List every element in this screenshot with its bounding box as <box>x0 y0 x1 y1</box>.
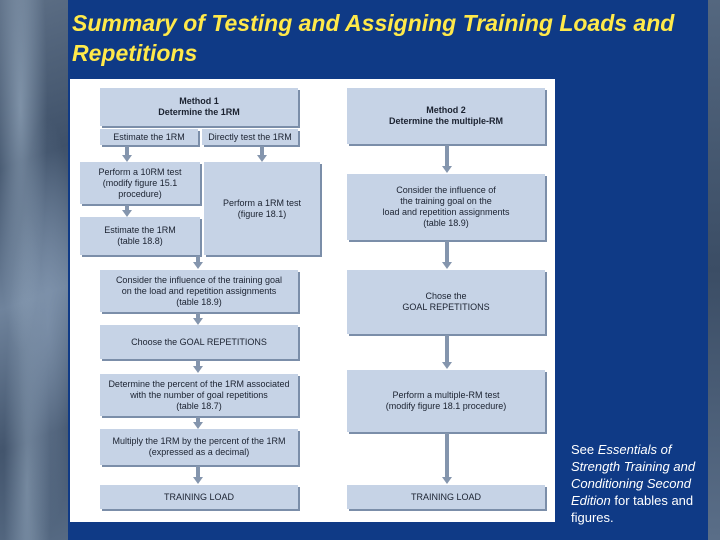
method1-determine-percent-box: Determine the percent of the 1RM associated with the number of goal repetitions (table 18.7) <box>100 374 298 416</box>
arrow-icon <box>257 146 267 162</box>
slide-title: Summary of Testing and Assigning Training Loads and Repetitions <box>72 10 675 66</box>
arrow-icon <box>442 145 452 173</box>
method1-consider-box: Consider the influence of the training goal on the load and repetition assignments (table 18.9) <box>100 270 298 312</box>
arrow-icon <box>193 417 203 429</box>
flowchart-figure <box>70 79 555 522</box>
note-suffix: for tables and figures. <box>571 493 694 525</box>
reference-note <box>571 441 716 526</box>
method2-perform-multi-rm-box: Perform a multiple-RM test (modify figure 18.1 procedure) <box>347 370 545 432</box>
arrow-icon <box>193 256 203 269</box>
method2-header: Method 2 Determine the multiple-RM <box>347 88 545 144</box>
arrow-icon <box>442 433 452 484</box>
method1-estimate-table-box: Estimate the 1RM (table 18.8) <box>80 217 200 255</box>
method2-training-load-box: TRAINING LOAD <box>347 485 545 509</box>
method1-header: Method 1 Determine the 1RM <box>100 88 298 126</box>
arrow-icon <box>122 146 132 162</box>
arrow-icon <box>442 241 452 269</box>
marble-background-left <box>0 0 68 540</box>
method1-perform-1rm-box: Perform a 1RM test (figure 18.1) <box>204 162 320 255</box>
method1-perform-10rm-box: Perform a 10RM test (modify figure 15.1 procedure) <box>80 162 200 204</box>
arrow-icon <box>193 313 203 325</box>
arrow-icon <box>442 335 452 369</box>
method1-direct-box: Directly test the 1RM <box>202 129 298 145</box>
method1-estimate-box: Estimate the 1RM <box>100 129 198 145</box>
arrow-icon <box>193 466 203 484</box>
method2-consider-box: Consider the influence of the training goal on the load and repetition assignments (table 18.9) <box>347 174 545 240</box>
arrow-icon <box>193 360 203 373</box>
note-book-title: Essentials of Strength Training and Conditioning Second Edition <box>571 442 696 508</box>
method1-multiply-box: Multiply the 1RM by the percent of the 1RM (expressed as a decimal) <box>100 429 298 465</box>
note-prefix: See <box>571 442 598 457</box>
method1-choose-reps-box: Choose the GOAL REPETITIONS <box>100 325 298 359</box>
method1-training-load-box: TRAINING LOAD <box>100 485 298 509</box>
method2-choose-reps-box: Chose the GOAL REPETITIONS <box>347 270 545 334</box>
arrow-icon <box>122 205 132 217</box>
